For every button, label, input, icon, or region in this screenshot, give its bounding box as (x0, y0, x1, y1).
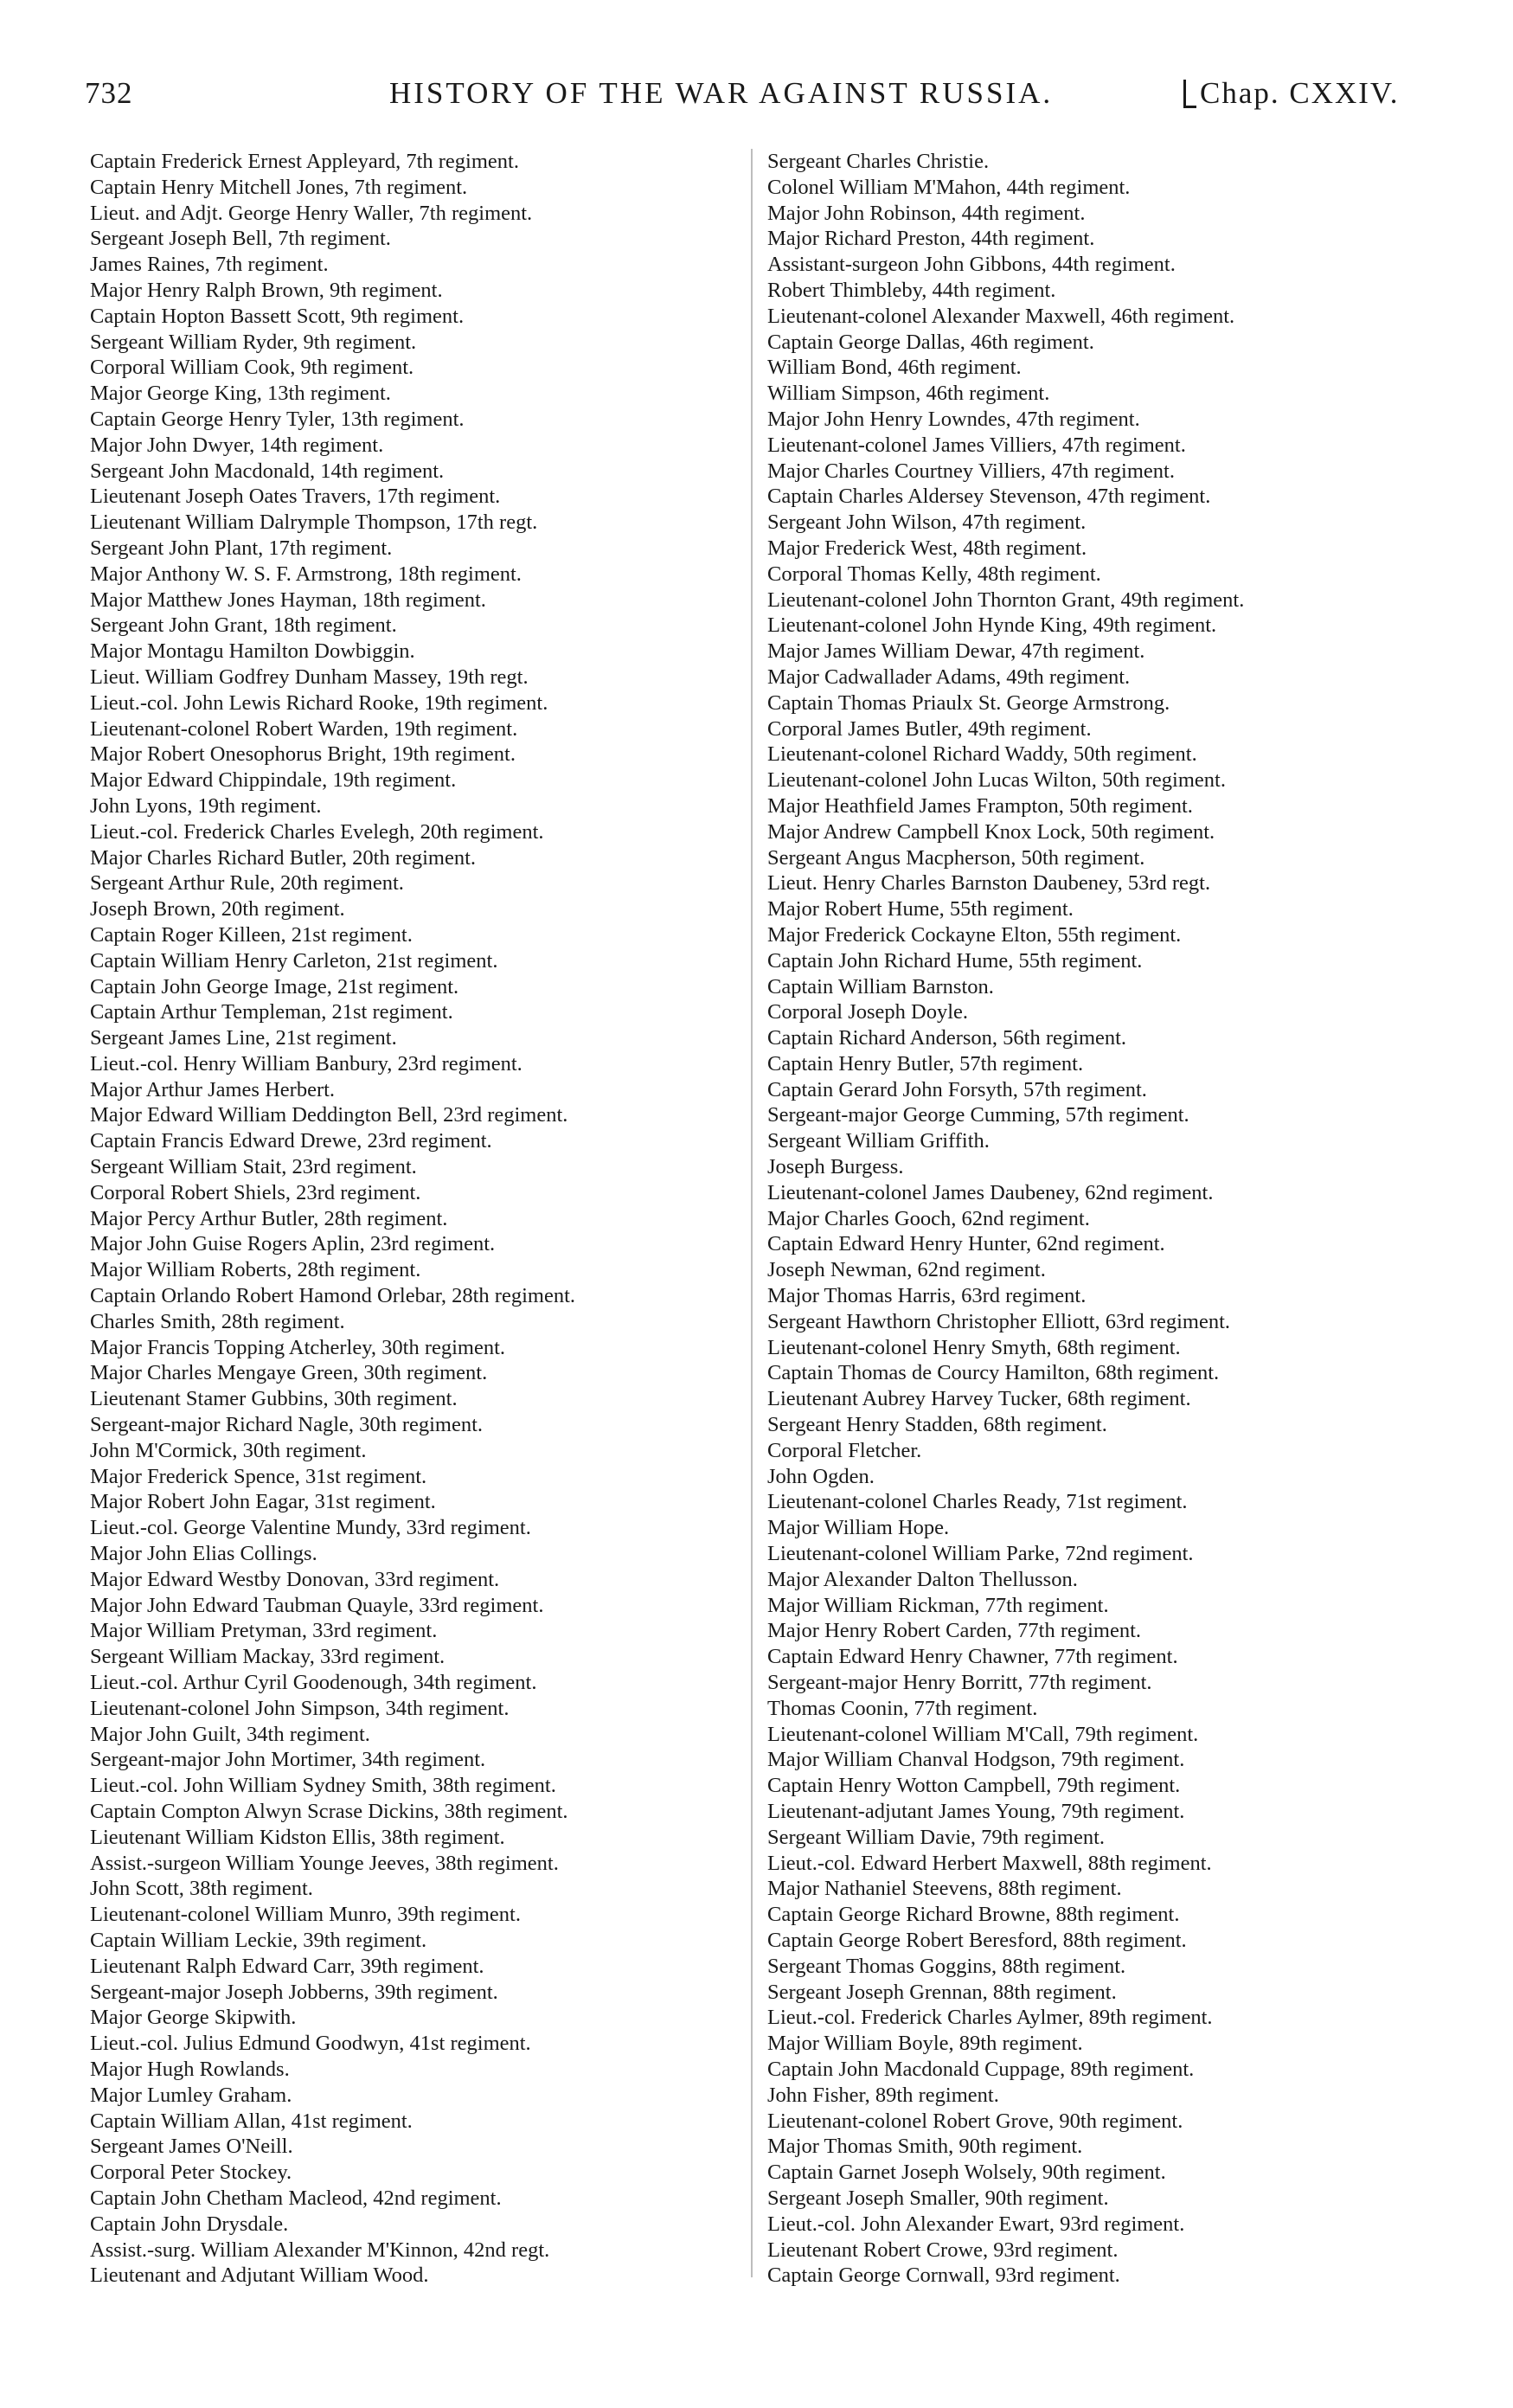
list-item: Major Francis Topping Atcherley, 30th regiment. (90, 1335, 506, 1359)
list-item: Lieut.-col. John Alexander Ewart, 93rd regiment. (767, 2212, 1185, 2236)
list-item: Captain George Richard Browne, 88th regiment. (767, 1903, 1180, 1927)
list-item: Sergeant Henry Stadden, 68th regiment. (767, 1413, 1107, 1437)
list-item: Lieutenant-adjutant James Young, 79th regiment. (767, 1800, 1185, 1823)
list-item: Lieut.-col. Henry William Banbury, 23rd regiment. (90, 1051, 522, 1076)
list-item: Captain John Chetham Macleod, 42nd regiment. (90, 2186, 502, 2210)
list-item: Captain Henry Mitchell Jones, 7th regiment. (90, 175, 468, 199)
list-item: Major John Henry Lowndes, 47th regiment. (767, 407, 1140, 431)
list-item: Major Henry Robert Carden, 77th regiment. (767, 1619, 1142, 1643)
list-item: Major James William Dewar, 47th regiment. (767, 639, 1145, 664)
list-item: Sergeant James O'Neill. (90, 2135, 293, 2159)
list-item: Lieutenant William Dalrymple Thompson, 17th regt. (90, 510, 538, 535)
list-item: Captain John Macdonald Cuppage, 89th regiment. (767, 2057, 1195, 2081)
list-item: Captain George Dallas, 46th regiment. (767, 330, 1094, 354)
left-column (90, 149, 747, 2289)
list-item: Lieutenant-colonel Robert Grove, 90th regiment. (767, 2109, 1183, 2133)
list-item: Thomas Coonin, 77th regiment. (767, 1696, 1038, 1720)
list-item: Captain John Richard Hume, 55th regiment. (767, 948, 1143, 973)
list-item: Lieutenant-colonel Richard Waddy, 50th regiment. (767, 742, 1197, 767)
list-item: Lieutenant Joseph Oates Travers, 17th regiment. (90, 485, 501, 509)
running-title: HISTORY OF THE WAR AGAINST RUSSIA. (389, 76, 1054, 110)
list-item: Lieutenant-colonel Robert Warden, 19th regiment. (90, 716, 518, 741)
list-item: Captain William Henry Carleton, 21st regiment. (90, 948, 498, 973)
list-item: Lieut.-col. George Valentine Mundy, 33rd regiment. (90, 1516, 531, 1540)
list-item: Captain Frederick Ernest Appleyard, 7th regiment. (90, 150, 519, 173)
list-item: Captain Thomas de Courcy Hamilton, 68th regiment. (767, 1361, 1220, 1385)
list-item: Lieutenant Robert Crowe, 93rd regiment. (767, 2238, 1119, 2262)
list-item: Captain Edward Henry Hunter, 62nd regiment. (767, 1232, 1165, 1256)
chapter-bracket (1183, 80, 1196, 108)
list-item: Captain Francis Edward Drewe, 23rd regiment. (90, 1129, 492, 1153)
list-item: Lieutenant-colonel William Munro, 39th regiment. (90, 1903, 521, 1927)
list-item: Lieutenant-colonel William M'Call, 79th regiment. (767, 1722, 1199, 1746)
list-item: Major Thomas Smith, 90th regiment. (767, 2135, 1083, 2159)
list-item: Major Hugh Rowlands. (90, 2057, 290, 2081)
list-item: Major Frederick Cockayne Elton, 55th regiment. (767, 922, 1182, 947)
list-item: Sergeant Charles Christie. (767, 150, 990, 173)
list-item: Joseph Newman, 62nd regiment. (767, 1258, 1046, 1282)
list-item: Sergeant William Mackay, 33rd regiment. (90, 1645, 446, 1669)
list-item: Major Charles Mengaye Green, 30th regiment. (90, 1361, 488, 1385)
list-item: Sergeant John Grant, 18th regiment. (90, 613, 397, 638)
list-item: Major William Hope. (767, 1516, 950, 1540)
list-item: Captain Edward Henry Chawner, 77th regiment. (767, 1645, 1178, 1669)
list-item: Robert Thimbleby, 44th regiment. (767, 278, 1056, 302)
list-item: Captain Roger Killeen, 21st regiment. (90, 922, 413, 947)
list-item: Captain Henry Wotton Campbell, 79th regiment. (767, 1774, 1181, 1798)
list-item: Sergeant-major John Mortimer, 34th regiment. (90, 1748, 486, 1772)
list-item: Lieut.-col. Arthur Cyril Goodenough, 34th regiment. (90, 1671, 537, 1695)
list-item: Sergeant Hawthorn Christopher Elliott, 63rd regiment. (767, 1309, 1231, 1333)
list-item: Joseph Burgess. (767, 1155, 904, 1179)
list-item: Lieutenant-colonel Charles Ready, 71st regiment. (767, 1490, 1188, 1514)
list-item: Major Nathaniel Steevens, 88th regiment. (767, 1877, 1122, 1901)
list-item: Lieutenant-colonel John Hynde King, 49th regiment. (767, 613, 1217, 638)
list-item: Lieutenant-colonel Alexander Maxwell, 46th regiment. (767, 304, 1235, 328)
list-item: Corporal James Butler, 49th regiment. (767, 716, 1092, 741)
list-item: Major Anthony W. S. F. Armstrong, 18th regiment. (90, 562, 522, 586)
list-item: Lieut. William Godfrey Dunham Massey, 19th regt. (90, 665, 529, 689)
list-item: Lieutenant-colonel William Parke, 72nd regiment. (767, 1542, 1194, 1566)
list-item: Major William Chanval Hodgson, 79th regiment. (767, 1748, 1185, 1772)
list-item: Sergeant William Griffith. (767, 1129, 990, 1153)
list-item: Sergeant-major Joseph Jobberns, 39th regiment. (90, 1980, 498, 2004)
list-item: Major Frederick Spence, 31st regiment. (90, 1464, 427, 1488)
list-item: Lieutenant-colonel James Villiers, 47th regiment. (767, 433, 1186, 457)
list-item: Sergeant-major George Cumming, 57th regiment. (767, 1103, 1189, 1127)
list-item: Lieutenant William Kidston Ellis, 38th regiment. (90, 1825, 505, 1849)
list-item: Sergeant John Macdonald, 14th regiment. (90, 459, 445, 483)
list-item: Lieut.-col. Frederick Charles Aylmer, 89th regiment. (767, 2006, 1213, 2030)
list-item: Major Heathfield James Frampton, 50th regiment. (767, 793, 1193, 818)
list-item: Sergeant Arthur Rule, 20th regiment. (90, 871, 404, 896)
list-item: Major Edward Chippindale, 19th regiment. (90, 768, 457, 793)
list-item: Captain Thomas Priaulx St. George Armstrong. (767, 690, 1170, 715)
list-item: Major John Edward Taubman Quayle, 33rd regiment. (90, 1593, 544, 1617)
list-item: Captain William Allan, 41st regiment. (90, 2109, 413, 2133)
list-item: Lieut.-col. Julius Edmund Goodwyn, 41st regiment. (90, 2032, 531, 2056)
list-item: John M'Cormick, 30th regiment. (90, 1438, 367, 1462)
list-item: Captain Charles Aldersey Stevenson, 47th regiment. (767, 485, 1211, 509)
list-item: Lieutenant Stamer Gubbins, 30th regiment. (90, 1387, 458, 1411)
list-item: Lieutenant Aubrey Harvey Tucker, 68th regiment. (767, 1387, 1191, 1411)
list-item: Captain John Drysdale. (90, 2212, 289, 2236)
list-item: Major John Guilt, 34th regiment. (90, 1722, 370, 1746)
list-item: Major Percy Arthur Butler, 28th regiment. (90, 1206, 448, 1230)
list-item: Corporal Fletcher. (767, 1438, 922, 1462)
right-column (767, 149, 1459, 2289)
list-item: Corporal Joseph Doyle. (767, 1000, 969, 1024)
list-item: Major Edward William Deddington Bell, 23rd regiment. (90, 1103, 568, 1127)
list-item: Sergeant John Wilson, 47th regiment. (767, 510, 1087, 535)
list-item: Major William Rickman, 77th regiment. (767, 1593, 1109, 1617)
list-item: Major John Robinson, 44th regiment. (767, 201, 1086, 225)
list-item: Sergeant William Davie, 79th regiment. (767, 1825, 1106, 1849)
list-item: Sergeant William Ryder, 9th regiment. (90, 330, 417, 354)
list-item: Lieut. and Adjt. George Henry Waller, 7th regiment. (90, 201, 533, 225)
list-item: Captain Henry Butler, 57th regiment. (767, 1051, 1084, 1076)
list-item: John Fisher, 89th regiment. (767, 2083, 999, 2107)
list-item: Lieutenant-colonel John Thornton Grant, 49th regiment. (767, 588, 1245, 612)
list-item: Sergeant Joseph Smaller, 90th regiment. (767, 2186, 1109, 2210)
list-item: Captain Compton Alwyn Scrase Dickins, 38th regiment. (90, 1800, 568, 1823)
list-item: Lieutenant-colonel James Daubeney, 62nd regiment. (767, 1180, 1214, 1204)
list-item: Captain Hopton Bassett Scott, 9th regiment. (90, 304, 465, 328)
list-item: Sergeant James Line, 21st regiment. (90, 1026, 397, 1050)
list-item: Lieutenant-colonel Henry Smyth, 68th regiment. (767, 1335, 1181, 1359)
list-item: Major Richard Preston, 44th regiment. (767, 227, 1095, 251)
list-item: Major Henry Ralph Brown, 9th regiment. (90, 278, 443, 302)
list-item: Sergeant Joseph Bell, 7th regiment. (90, 227, 391, 251)
list-item: Assistant-surgeon John Gibbons, 44th regiment. (767, 253, 1176, 277)
column-divider (751, 149, 753, 2277)
list-item: Charles Smith, 28th regiment. (90, 1309, 345, 1333)
list-item: Corporal Thomas Kelly, 48th regiment. (767, 562, 1101, 586)
list-item: Lieutenant-colonel John Simpson, 34th regiment. (90, 1696, 510, 1720)
list-item: Major John Dwyer, 14th regiment. (90, 433, 384, 457)
list-item: Captain Gerard John Forsyth, 57th regiment. (767, 1077, 1147, 1101)
list-item: Sergeant-major Henry Borritt, 77th regiment. (767, 1671, 1152, 1695)
list-item: Major Charles Gooch, 62nd regiment. (767, 1206, 1090, 1230)
list-item: Captain George Cornwall, 93rd regiment. (767, 2264, 1120, 2288)
list-item: Major Frederick West, 48th regiment. (767, 536, 1087, 560)
list-item: James Raines, 7th regiment. (90, 253, 329, 277)
list-item: John Scott, 38th regiment. (90, 1877, 313, 1901)
list-item: Lieut.-col. Edward Herbert Maxwell, 88th regiment. (767, 1851, 1212, 1875)
list-item: Sergeant John Plant, 17th regiment. (90, 536, 393, 560)
list-item: Major John Elias Collings. (90, 1542, 317, 1566)
list-item: Lieutenant-colonel John Lucas Wilton, 50th regiment. (767, 768, 1226, 793)
list-item: Captain Arthur Templeman, 21st regiment. (90, 1000, 453, 1024)
list-item: Major Robert Hume, 55th regiment. (767, 897, 1074, 921)
list-item: Lieut.-col. Frederick Charles Evelegh, 20th regiment. (90, 819, 544, 844)
list-item: Major Robert Onesophorus Bright, 19th regiment. (90, 742, 516, 767)
list-item: John Lyons, 19th regiment. (90, 793, 322, 818)
list-item: John Ogden. (767, 1464, 875, 1488)
page-number: 732 (85, 76, 133, 110)
list-item: Captain William Leckie, 39th regiment. (90, 1928, 427, 1952)
list-item: Major Lumley Graham. (90, 2083, 292, 2107)
list-item: Captain John George Image, 21st regiment. (90, 974, 459, 999)
list-item: William Bond, 46th regiment. (767, 356, 1022, 380)
list-item: Sergeant Joseph Grennan, 88th regiment. (767, 1980, 1117, 2004)
list-item: Major William Boyle, 89th regiment. (767, 2032, 1083, 2056)
list-item: Major George King, 13th regiment. (90, 382, 391, 406)
list-item: Joseph Brown, 20th regiment. (90, 897, 345, 921)
list-item: Assist.-surgeon William Younge Jeeves, 38th regiment. (90, 1851, 559, 1875)
list-item: Lieutenant Ralph Edward Carr, 39th regiment. (90, 1954, 484, 1978)
list-item: Major John Guise Rogers Aplin, 23rd regiment. (90, 1232, 496, 1256)
list-item: Captain William Barnston. (767, 974, 994, 999)
list-item: Major George Skipwith. (90, 2006, 297, 2030)
chapter-label (1183, 76, 1399, 111)
list-item: Lieut.-col. John Lewis Richard Rooke, 19th regiment. (90, 690, 548, 715)
list-item: Captain George Robert Beresford, 88th regiment. (767, 1928, 1187, 1952)
list-item: Major Matthew Jones Hayman, 18th regiment. (90, 588, 486, 612)
list-item: Major Cadwallader Adams, 49th regiment. (767, 665, 1131, 689)
list-item: William Simpson, 46th regiment. (767, 382, 1050, 406)
list-item: Sergeant Thomas Goggins, 88th regiment. (767, 1954, 1126, 1978)
list-item: Sergeant William Stait, 23rd regiment. (90, 1155, 417, 1179)
list-item: Captain Orlando Robert Hamond Orlebar, 28th regiment. (90, 1284, 576, 1308)
list-item: Lieut. Henry Charles Barnston Daubeney, 53rd regt. (767, 871, 1211, 896)
page-header (85, 76, 1434, 128)
list-item: Corporal William Cook, 9th regiment. (90, 356, 414, 380)
list-item: Major Charles Courtney Villiers, 47th regiment. (767, 459, 1175, 483)
list-item: Major William Roberts, 28th regiment. (90, 1258, 421, 1282)
list-item: Major Andrew Campbell Knox Lock, 50th regiment. (767, 819, 1215, 844)
list-item: Major Thomas Harris, 63rd regiment. (767, 1284, 1087, 1308)
chapter-text: Chap. CXXIV. (1200, 76, 1400, 110)
list-item: Major William Pretyman, 33rd regiment. (90, 1619, 438, 1643)
list-item: Corporal Robert Shiels, 23rd regiment. (90, 1180, 421, 1204)
list-item: Sergeant-major Richard Nagle, 30th regiment. (90, 1413, 484, 1437)
list-item: Major Edward Westby Donovan, 33rd regiment. (90, 1567, 500, 1591)
list-item: Sergeant Angus Macpherson, 50th regiment. (767, 845, 1145, 870)
list-item: Captain Garnet Joseph Wolsely, 90th regiment. (767, 2161, 1166, 2185)
list-item: Colonel William M'Mahon, 44th regiment. (767, 175, 1131, 199)
list-item: Major Charles Richard Butler, 20th regiment. (90, 845, 477, 870)
list-item: Major Montagu Hamilton Dowbiggin. (90, 639, 415, 664)
list-item: Corporal Peter Stockey. (90, 2161, 292, 2185)
list-item: Major Robert John Eagar, 31st regiment. (90, 1490, 436, 1514)
list-item: Lieutenant and Adjutant William Wood. (90, 2264, 429, 2288)
list-item: Lieut.-col. John William Sydney Smith, 38th regiment. (90, 1774, 556, 1798)
list-item: Captain Richard Anderson, 56th regiment. (767, 1026, 1127, 1050)
list-item: Captain George Henry Tyler, 13th regiment. (90, 407, 465, 431)
list-item: Assist.-surg. William Alexander M'Kinnon, 42nd regt. (90, 2238, 550, 2262)
list-item: Major Arthur James Herbert. (90, 1077, 336, 1101)
list-item: Major Alexander Dalton Thellusson. (767, 1567, 1078, 1591)
